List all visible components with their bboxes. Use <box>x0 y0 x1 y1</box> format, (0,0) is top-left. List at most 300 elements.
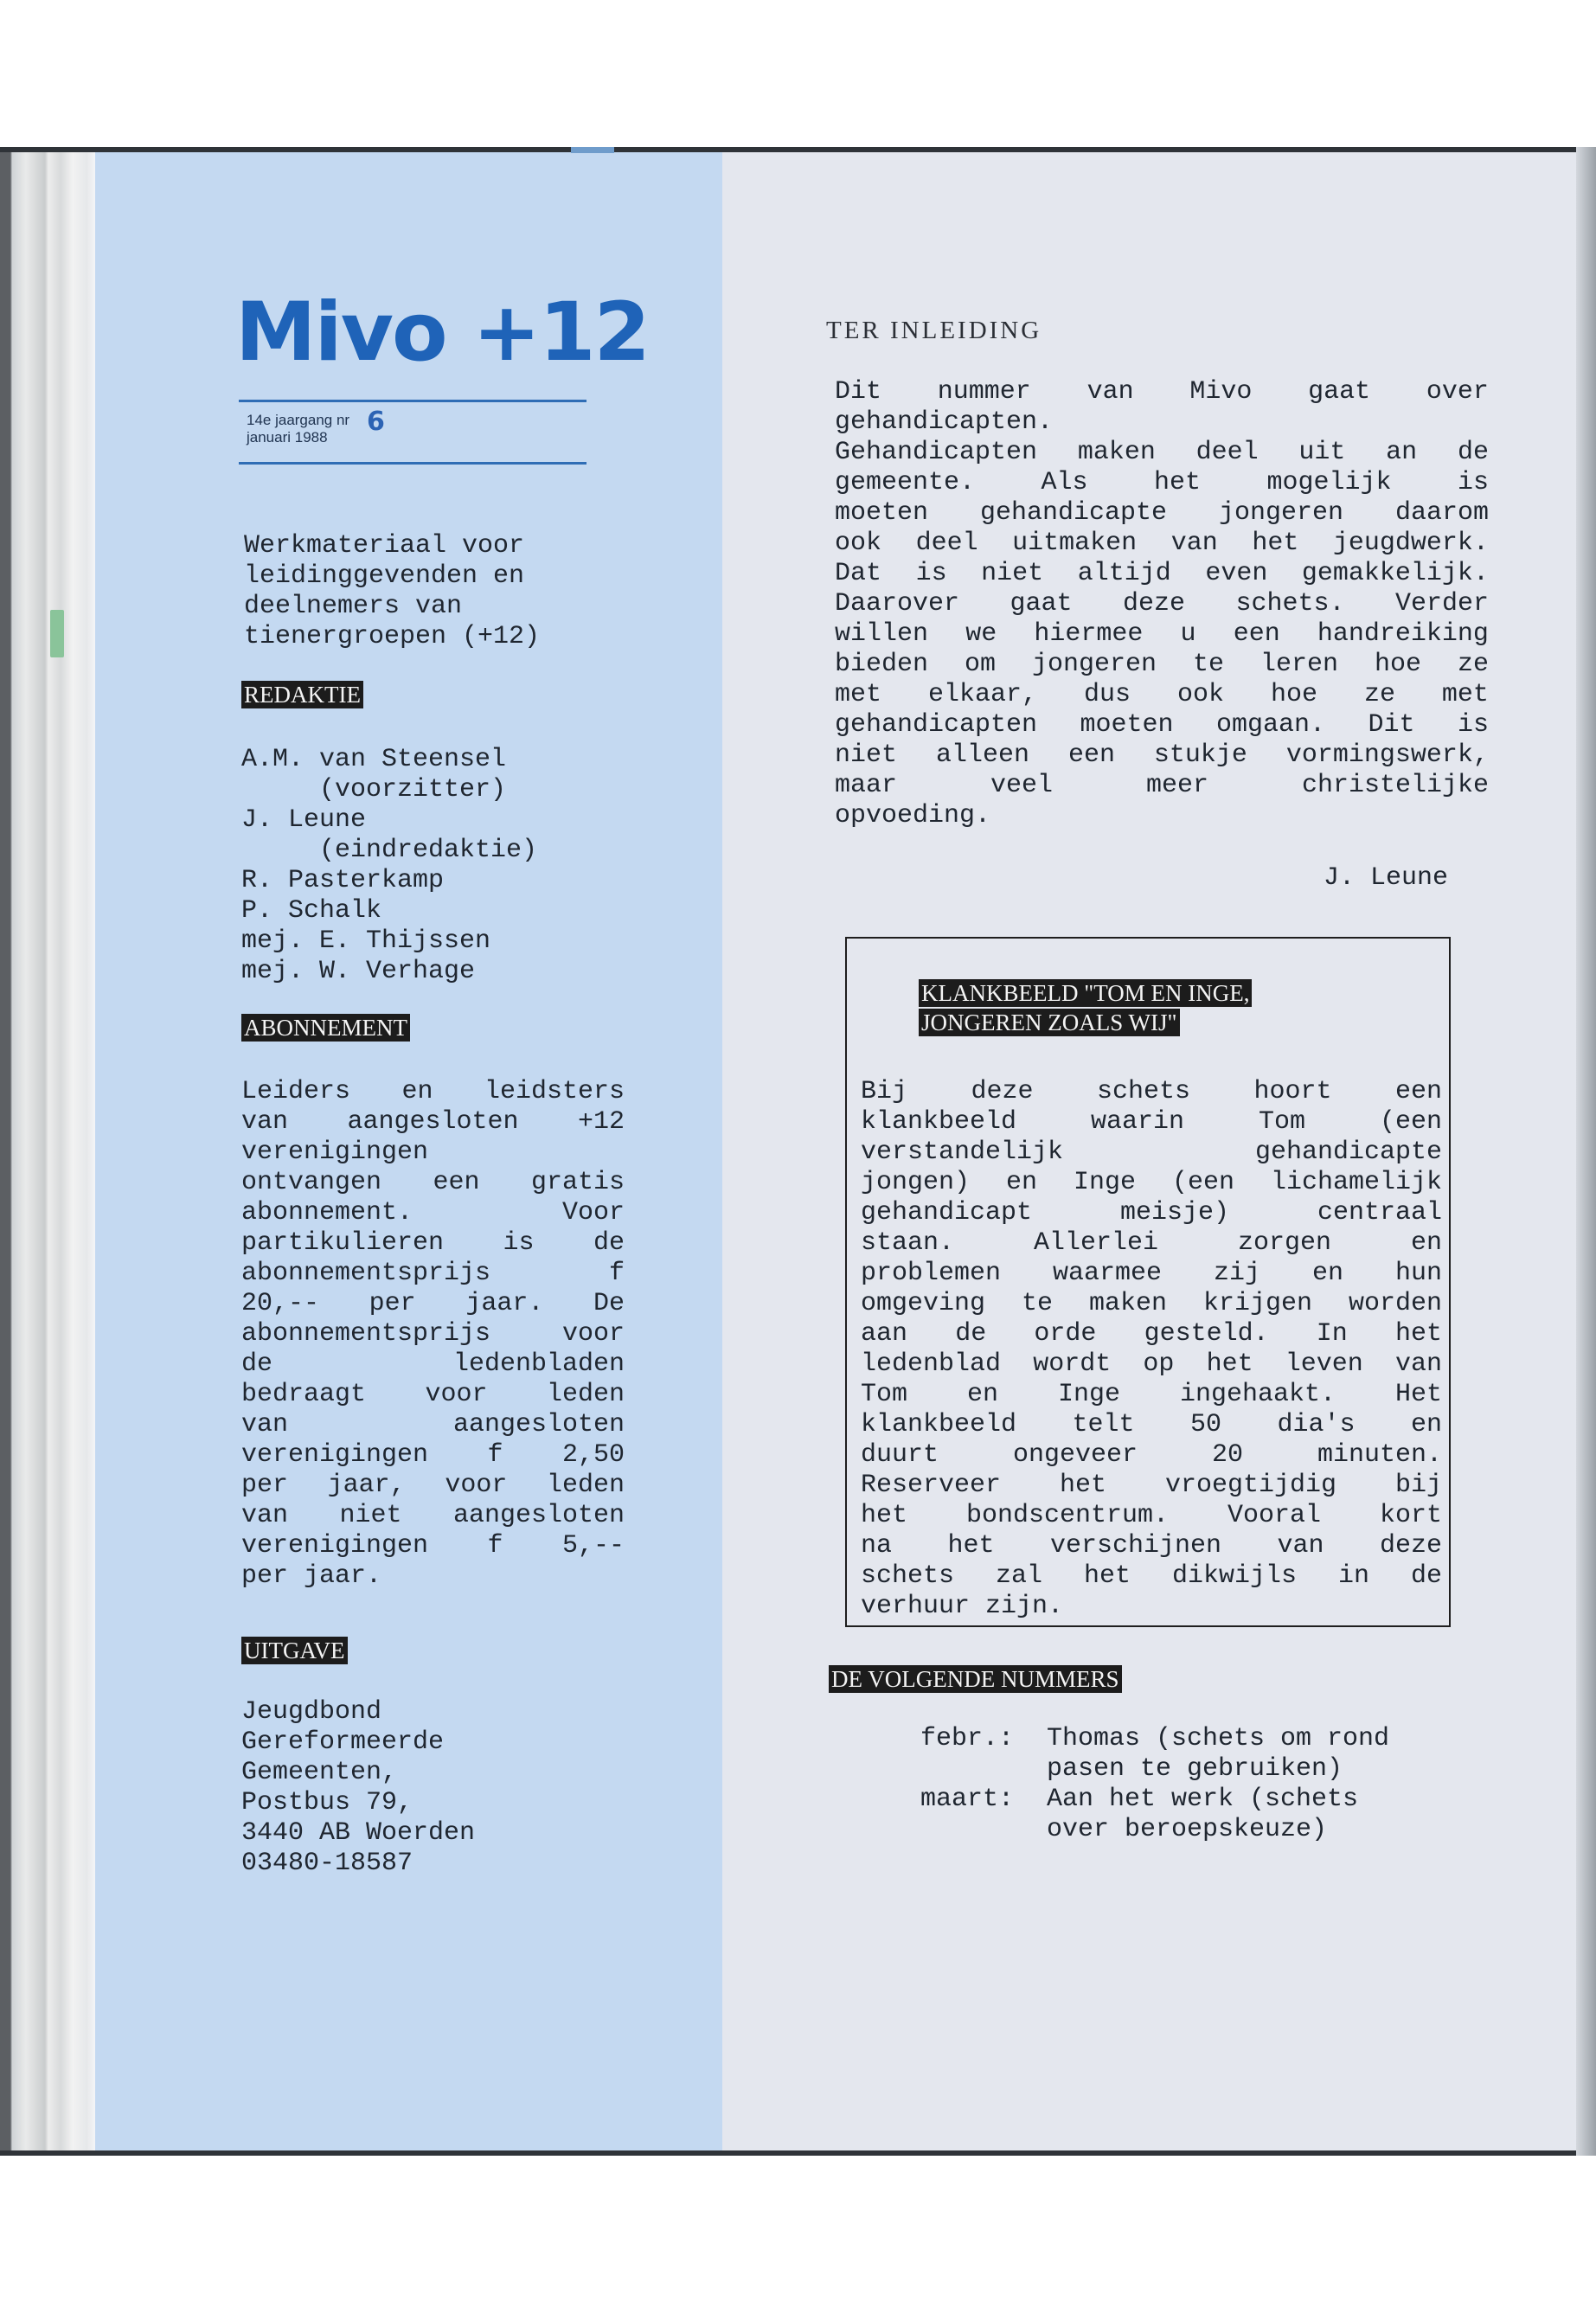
text-line <box>835 710 1489 740</box>
word: is <box>915 559 947 588</box>
word: Tom <box>861 1380 908 1409</box>
word: Bij <box>861 1077 908 1106</box>
word: de <box>593 1228 625 1258</box>
text-line <box>861 1198 1442 1228</box>
word: abonnementsprijs <box>241 1259 491 1288</box>
word: per <box>369 1289 416 1318</box>
word: Voor <box>561 1198 625 1227</box>
mivo-logo: Mivo +12 <box>235 285 649 380</box>
word: te <box>1022 1289 1054 1318</box>
word: zij <box>1214 1259 1261 1288</box>
word: bij <box>1394 1471 1442 1500</box>
word: leven <box>1285 1349 1363 1379</box>
volgende-entry <box>920 1785 1389 1845</box>
word: leren <box>1259 650 1338 679</box>
volgende-title: Thomas (schets om rond <box>1047 1724 1390 1753</box>
word: zorgen <box>1237 1228 1331 1258</box>
text-line <box>241 1501 625 1531</box>
word: u <box>1180 619 1196 649</box>
text-line <box>861 1349 1442 1380</box>
word: en <box>1006 1168 1038 1197</box>
word: vroegtijdig <box>1164 1471 1336 1500</box>
word: is <box>1457 710 1489 740</box>
volgende-month: maart: <box>920 1785 1015 1814</box>
word: meer <box>1145 771 1208 800</box>
word: Mivo <box>1189 377 1253 407</box>
redaktie-line: (voorzitter) <box>241 775 507 804</box>
word: het <box>1206 1349 1253 1379</box>
word: (een <box>1379 1107 1442 1137</box>
word: bedraagt <box>241 1380 367 1409</box>
word: opvoeding. <box>835 801 991 830</box>
text-line <box>835 559 1489 589</box>
text-line <box>861 1592 1442 1622</box>
word: nummer <box>937 377 1031 407</box>
issue-info <box>247 412 349 446</box>
word: verenigingen <box>241 1531 429 1561</box>
word: leden <box>546 1471 625 1500</box>
word: maken <box>1077 438 1156 467</box>
text-line <box>835 801 1489 831</box>
word: (een <box>1171 1168 1234 1197</box>
redaktie-line: A.M. van Steensel <box>241 745 507 774</box>
word: elkaar, <box>927 680 1038 709</box>
word: minuten. <box>1317 1440 1442 1470</box>
word: en <box>1410 1228 1442 1258</box>
word: voor <box>425 1380 488 1409</box>
text-line <box>861 1380 1442 1410</box>
text-line <box>241 1289 625 1319</box>
word: 5,-- <box>561 1531 625 1561</box>
word: gemakkelijk. <box>1301 559 1489 588</box>
uitgave-line: Gereformeerde <box>241 1727 445 1757</box>
word: +12 <box>577 1107 625 1137</box>
word: verenigingen <box>241 1440 429 1470</box>
text-line <box>835 650 1489 680</box>
volgende-list <box>920 1724 1389 1845</box>
word: klankbeeld <box>861 1410 1017 1439</box>
word: omgeving <box>861 1289 986 1318</box>
word: een <box>1394 1077 1442 1106</box>
word: Inge <box>1073 1168 1136 1197</box>
word: moeten <box>835 498 929 528</box>
text-line <box>835 589 1489 619</box>
text-line <box>835 438 1489 468</box>
uitgave-line: 03480-18587 <box>241 1849 413 1878</box>
word: een <box>1067 740 1115 770</box>
volgende-month: febr.: <box>920 1724 1015 1753</box>
word: leden <box>546 1380 625 1409</box>
text-line <box>241 1471 625 1501</box>
word: we <box>965 619 997 649</box>
word: ontvangen <box>241 1168 382 1197</box>
word: ze <box>1363 680 1395 709</box>
text-line <box>861 1107 1442 1138</box>
word: f <box>608 1259 625 1288</box>
word: vormingswerk, <box>1285 740 1489 770</box>
word: het <box>861 1501 908 1530</box>
word: 20 <box>1211 1440 1243 1470</box>
book-spine-edge <box>0 147 95 2156</box>
word: het <box>1394 1319 1442 1349</box>
inleiding-text <box>835 377 1489 831</box>
text-line <box>241 1168 625 1198</box>
word: 50 <box>1189 1410 1221 1439</box>
word: abonnementsprijs <box>241 1319 491 1349</box>
word: de <box>955 1319 987 1349</box>
bottom-border <box>0 2150 1596 2156</box>
word: niet <box>835 740 898 770</box>
word: hoe <box>1270 680 1317 709</box>
issue-line: 14e jaargang nr <box>247 412 350 428</box>
text-line <box>835 740 1489 771</box>
word: niet <box>339 1501 402 1530</box>
word: uitmaken <box>1012 529 1138 558</box>
word: mogelijk <box>1266 468 1392 497</box>
word: van <box>1086 377 1134 407</box>
word: even <box>1205 559 1268 588</box>
word: te <box>1192 650 1224 679</box>
intro-line: deelnemers van <box>244 592 463 621</box>
klankbeeld-heading-line2: JONGEREN ZOALS WIJ" <box>919 1009 1180 1036</box>
word: De <box>593 1289 625 1318</box>
intro-line: tienergroepen (+12) <box>244 622 541 651</box>
text-line <box>835 498 1489 529</box>
word: van <box>1394 1349 1442 1379</box>
text-line <box>861 1319 1442 1349</box>
word: schets <box>1096 1077 1190 1106</box>
volgende-subtitle: pasen te gebruiken) <box>1047 1754 1343 1784</box>
word: het <box>1252 529 1299 558</box>
word: jaar. <box>465 1289 544 1318</box>
word: van <box>241 1107 289 1137</box>
word: 20,-- <box>241 1289 320 1318</box>
word: maar <box>835 771 898 800</box>
word: deze <box>971 1077 1034 1106</box>
text-line <box>835 529 1489 559</box>
text-line <box>241 1531 625 1561</box>
word: een <box>1233 619 1280 649</box>
word: kort <box>1379 1501 1442 1530</box>
word: schets <box>861 1561 955 1591</box>
redaktie-line: (eindredaktie) <box>241 836 538 865</box>
text-line <box>241 1349 625 1380</box>
word: hoe <box>1374 650 1421 679</box>
text-line <box>861 1501 1442 1531</box>
text-line <box>861 1228 1442 1259</box>
word: Tom <box>1259 1107 1306 1137</box>
word: verschijnen <box>1049 1531 1222 1561</box>
word: is <box>1457 468 1489 497</box>
word: dus <box>1083 680 1131 709</box>
volgende-subtitle: over beroepskeuze) <box>1047 1815 1328 1844</box>
word: gehandicapten <box>835 710 1038 740</box>
abonnement-text <box>241 1077 625 1592</box>
word: ledenblad <box>861 1349 1002 1379</box>
issue-number: 6 <box>367 407 385 437</box>
text-line <box>861 1168 1442 1198</box>
volgende-title: Aan het werk (schets <box>1047 1785 1359 1814</box>
word: aangesloten <box>452 1410 625 1439</box>
word: centraal <box>1317 1198 1442 1227</box>
word: van <box>1170 529 1218 558</box>
word: de <box>1457 438 1489 467</box>
word: op <box>1143 1349 1175 1379</box>
word: om <box>965 650 997 679</box>
abonnement-heading: ABONNEMENT <box>241 1014 410 1042</box>
word: het <box>1059 1471 1106 1500</box>
word: daarom <box>1394 498 1489 528</box>
masthead-top-rule <box>239 400 586 402</box>
text-line <box>835 407 1489 438</box>
redaktie-line: R. Pasterkamp <box>241 866 445 895</box>
intro-line: Werkmateriaal voor <box>244 531 525 561</box>
word: is <box>503 1228 535 1258</box>
word: altijd <box>1077 559 1171 588</box>
text-line <box>835 377 1489 407</box>
word: an <box>1386 438 1418 467</box>
word: jongen) <box>861 1168 971 1197</box>
word: aangesloten <box>347 1107 519 1137</box>
word: van <box>241 1410 289 1439</box>
word: telt <box>1072 1410 1135 1439</box>
word: veel <box>990 771 1053 800</box>
word: Dit <box>1368 710 1415 740</box>
word: ledenbladen <box>452 1349 625 1379</box>
word: schets. <box>1235 589 1345 619</box>
text-line <box>241 1319 625 1349</box>
word: aangesloten <box>452 1501 625 1530</box>
text-line <box>241 1410 625 1440</box>
word: klankbeeld <box>861 1107 1017 1137</box>
word: van <box>241 1501 289 1530</box>
word: gaat <box>1308 377 1371 407</box>
word: staan. <box>861 1228 955 1258</box>
inleiding-title: TER INLEIDING <box>826 317 1042 344</box>
text-line <box>835 468 1489 498</box>
word: het <box>1153 468 1201 497</box>
klankbeeld-heading-line1: KLANKBEELD "TOM EN INGE, <box>919 979 1252 1007</box>
intro-line: leidinggevenden en <box>244 561 525 591</box>
text-line <box>861 1471 1442 1501</box>
volgende-entry <box>920 1724 1389 1785</box>
word: de <box>1410 1561 1442 1591</box>
text-line <box>861 1410 1442 1440</box>
word: Inge <box>1057 1380 1120 1409</box>
word: gehandicapte <box>979 498 1168 528</box>
word: Dit <box>835 377 882 407</box>
word: de <box>241 1349 273 1379</box>
word: gehandicapte <box>1254 1138 1442 1167</box>
text-line <box>835 680 1489 710</box>
word: Daarover <box>835 589 960 619</box>
page-tab-marker <box>50 610 64 657</box>
word: duurt <box>861 1440 939 1470</box>
word: Gehandicapten <box>835 438 1038 467</box>
volgende-heading: DE VOLGENDE NUMMERS <box>829 1665 1122 1693</box>
word: hoort <box>1253 1077 1332 1106</box>
word: en <box>1311 1259 1343 1288</box>
word: voor <box>561 1319 625 1349</box>
word: willen <box>835 619 929 649</box>
word: partikulieren <box>241 1228 445 1258</box>
word: gratis <box>530 1168 625 1197</box>
word: waarin <box>1091 1107 1185 1137</box>
word: deze <box>1122 589 1185 619</box>
redaktie-line: J. Leune <box>241 805 367 835</box>
word: krijgen <box>1202 1289 1312 1318</box>
redaktie-line: mej. E. Thijssen <box>241 926 491 956</box>
text-line <box>241 1138 625 1168</box>
word: worden <box>1348 1289 1442 1318</box>
word: In <box>1316 1319 1348 1349</box>
word: jongeren <box>1031 650 1157 679</box>
word: deze <box>1379 1531 1442 1561</box>
word: alleen <box>935 740 1029 770</box>
word: over <box>1426 377 1489 407</box>
word: per jaar. <box>241 1561 382 1591</box>
word: ook <box>835 529 882 558</box>
word: moeten <box>1080 710 1174 740</box>
word: meisje) <box>1119 1198 1230 1227</box>
word: het <box>1083 1561 1131 1591</box>
word: gehandicapten. <box>835 407 1054 437</box>
right-page-edge <box>1576 147 1596 2156</box>
word: hun <box>1394 1259 1442 1288</box>
word: gaat <box>1010 589 1073 619</box>
word: f <box>487 1440 503 1470</box>
word: Allerlei <box>1033 1228 1159 1258</box>
text-line <box>861 1561 1442 1592</box>
word: niet <box>981 559 1044 588</box>
word: bondscentrum. <box>965 1501 1170 1530</box>
word: stukje <box>1153 740 1247 770</box>
word: Leiders <box>241 1077 351 1106</box>
text-line <box>241 1380 625 1410</box>
text-line <box>861 1077 1442 1107</box>
word: van <box>1277 1531 1324 1561</box>
word: dikwijls <box>1171 1561 1297 1591</box>
word: en <box>1410 1410 1442 1439</box>
text-line <box>241 1107 625 1138</box>
uitgave-address <box>241 1697 475 1879</box>
text-line <box>861 1138 1442 1168</box>
word: in <box>1337 1561 1369 1591</box>
word: en <box>401 1077 433 1106</box>
word: hiermee <box>1034 619 1144 649</box>
word: deel <box>1195 438 1259 467</box>
word: ze <box>1457 650 1489 679</box>
text-line <box>241 1440 625 1471</box>
issue-date: januari 1988 <box>247 429 328 445</box>
uitgave-line: Jeugdbond <box>241 1697 382 1727</box>
intro-text <box>244 531 540 652</box>
text-line <box>861 1440 1442 1471</box>
word: jeugdwerk. <box>1332 529 1489 558</box>
text-line <box>835 619 1489 650</box>
word: gehandicapt <box>861 1198 1033 1227</box>
word: jongeren <box>1218 498 1344 528</box>
text-line <box>861 1531 1442 1561</box>
word: wordt <box>1033 1349 1112 1379</box>
uitgave-heading: UITGAVE <box>241 1637 348 1664</box>
word: jaar, <box>327 1471 406 1500</box>
word: lichamelijk <box>1270 1168 1442 1197</box>
word: omgaan. <box>1215 710 1326 740</box>
text-line <box>241 1561 625 1592</box>
word: verhuur zijn. <box>861 1592 1064 1621</box>
word: Dat <box>835 559 882 588</box>
word: gesteld. <box>1144 1319 1269 1349</box>
redaktie-list <box>241 745 537 987</box>
word: Het <box>1394 1380 1442 1409</box>
word: ongeveer <box>1012 1440 1138 1470</box>
uitgave-line: 3440 AB Woerden <box>241 1818 476 1848</box>
text-line <box>835 771 1489 801</box>
word: na <box>861 1531 893 1561</box>
uitgave-line: Postbus 79, <box>241 1788 413 1817</box>
word: deel <box>915 529 978 558</box>
word: verenigingen <box>241 1138 429 1167</box>
word: voor <box>445 1471 508 1500</box>
word: waarmee <box>1053 1259 1163 1288</box>
redaktie-heading: REDAKTIE <box>241 681 363 708</box>
redaktie-line: mej. W. Verhage <box>241 957 476 986</box>
word: leidsters <box>484 1077 625 1106</box>
redaktie-line: P. Schalk <box>241 896 382 926</box>
text-line <box>861 1259 1442 1289</box>
text-line <box>241 1228 625 1259</box>
word: aan <box>861 1319 908 1349</box>
word: het <box>947 1531 995 1561</box>
word: ingehaakt. <box>1179 1380 1336 1409</box>
word: gemeente. <box>835 468 976 497</box>
word: dia's <box>1277 1410 1356 1439</box>
word: per <box>241 1471 289 1500</box>
word: ook <box>1176 680 1224 709</box>
word: handreiking <box>1317 619 1489 649</box>
word: christelijke <box>1301 771 1489 800</box>
klankbeeld-text <box>861 1077 1442 1622</box>
word: Vooral <box>1227 1501 1321 1530</box>
word: een <box>433 1168 480 1197</box>
word: verstandelijk <box>861 1138 1064 1167</box>
masthead-bottom-rule <box>239 462 586 465</box>
word: maken <box>1088 1289 1167 1318</box>
word: met <box>1441 680 1489 709</box>
text-line <box>861 1289 1442 1319</box>
word: zal <box>996 1561 1043 1591</box>
text-line <box>241 1077 625 1107</box>
word: problemen <box>861 1259 1002 1288</box>
text-line <box>241 1198 625 1228</box>
inleiding-signature: J. Leune <box>1324 863 1449 893</box>
word: abonnement. <box>241 1198 413 1227</box>
word: f <box>487 1531 503 1561</box>
word: Verder <box>1394 589 1489 619</box>
word: 2,50 <box>561 1440 625 1470</box>
word: en <box>966 1380 998 1409</box>
word: uit <box>1298 438 1346 467</box>
word: met <box>835 680 882 709</box>
top-color-mark <box>571 147 614 153</box>
word: bieden <box>835 650 929 679</box>
word: Als <box>1041 468 1088 497</box>
top-border <box>0 147 1596 152</box>
word: Reserveer <box>861 1471 1002 1500</box>
text-line <box>241 1259 625 1289</box>
word: orde <box>1034 1319 1097 1349</box>
